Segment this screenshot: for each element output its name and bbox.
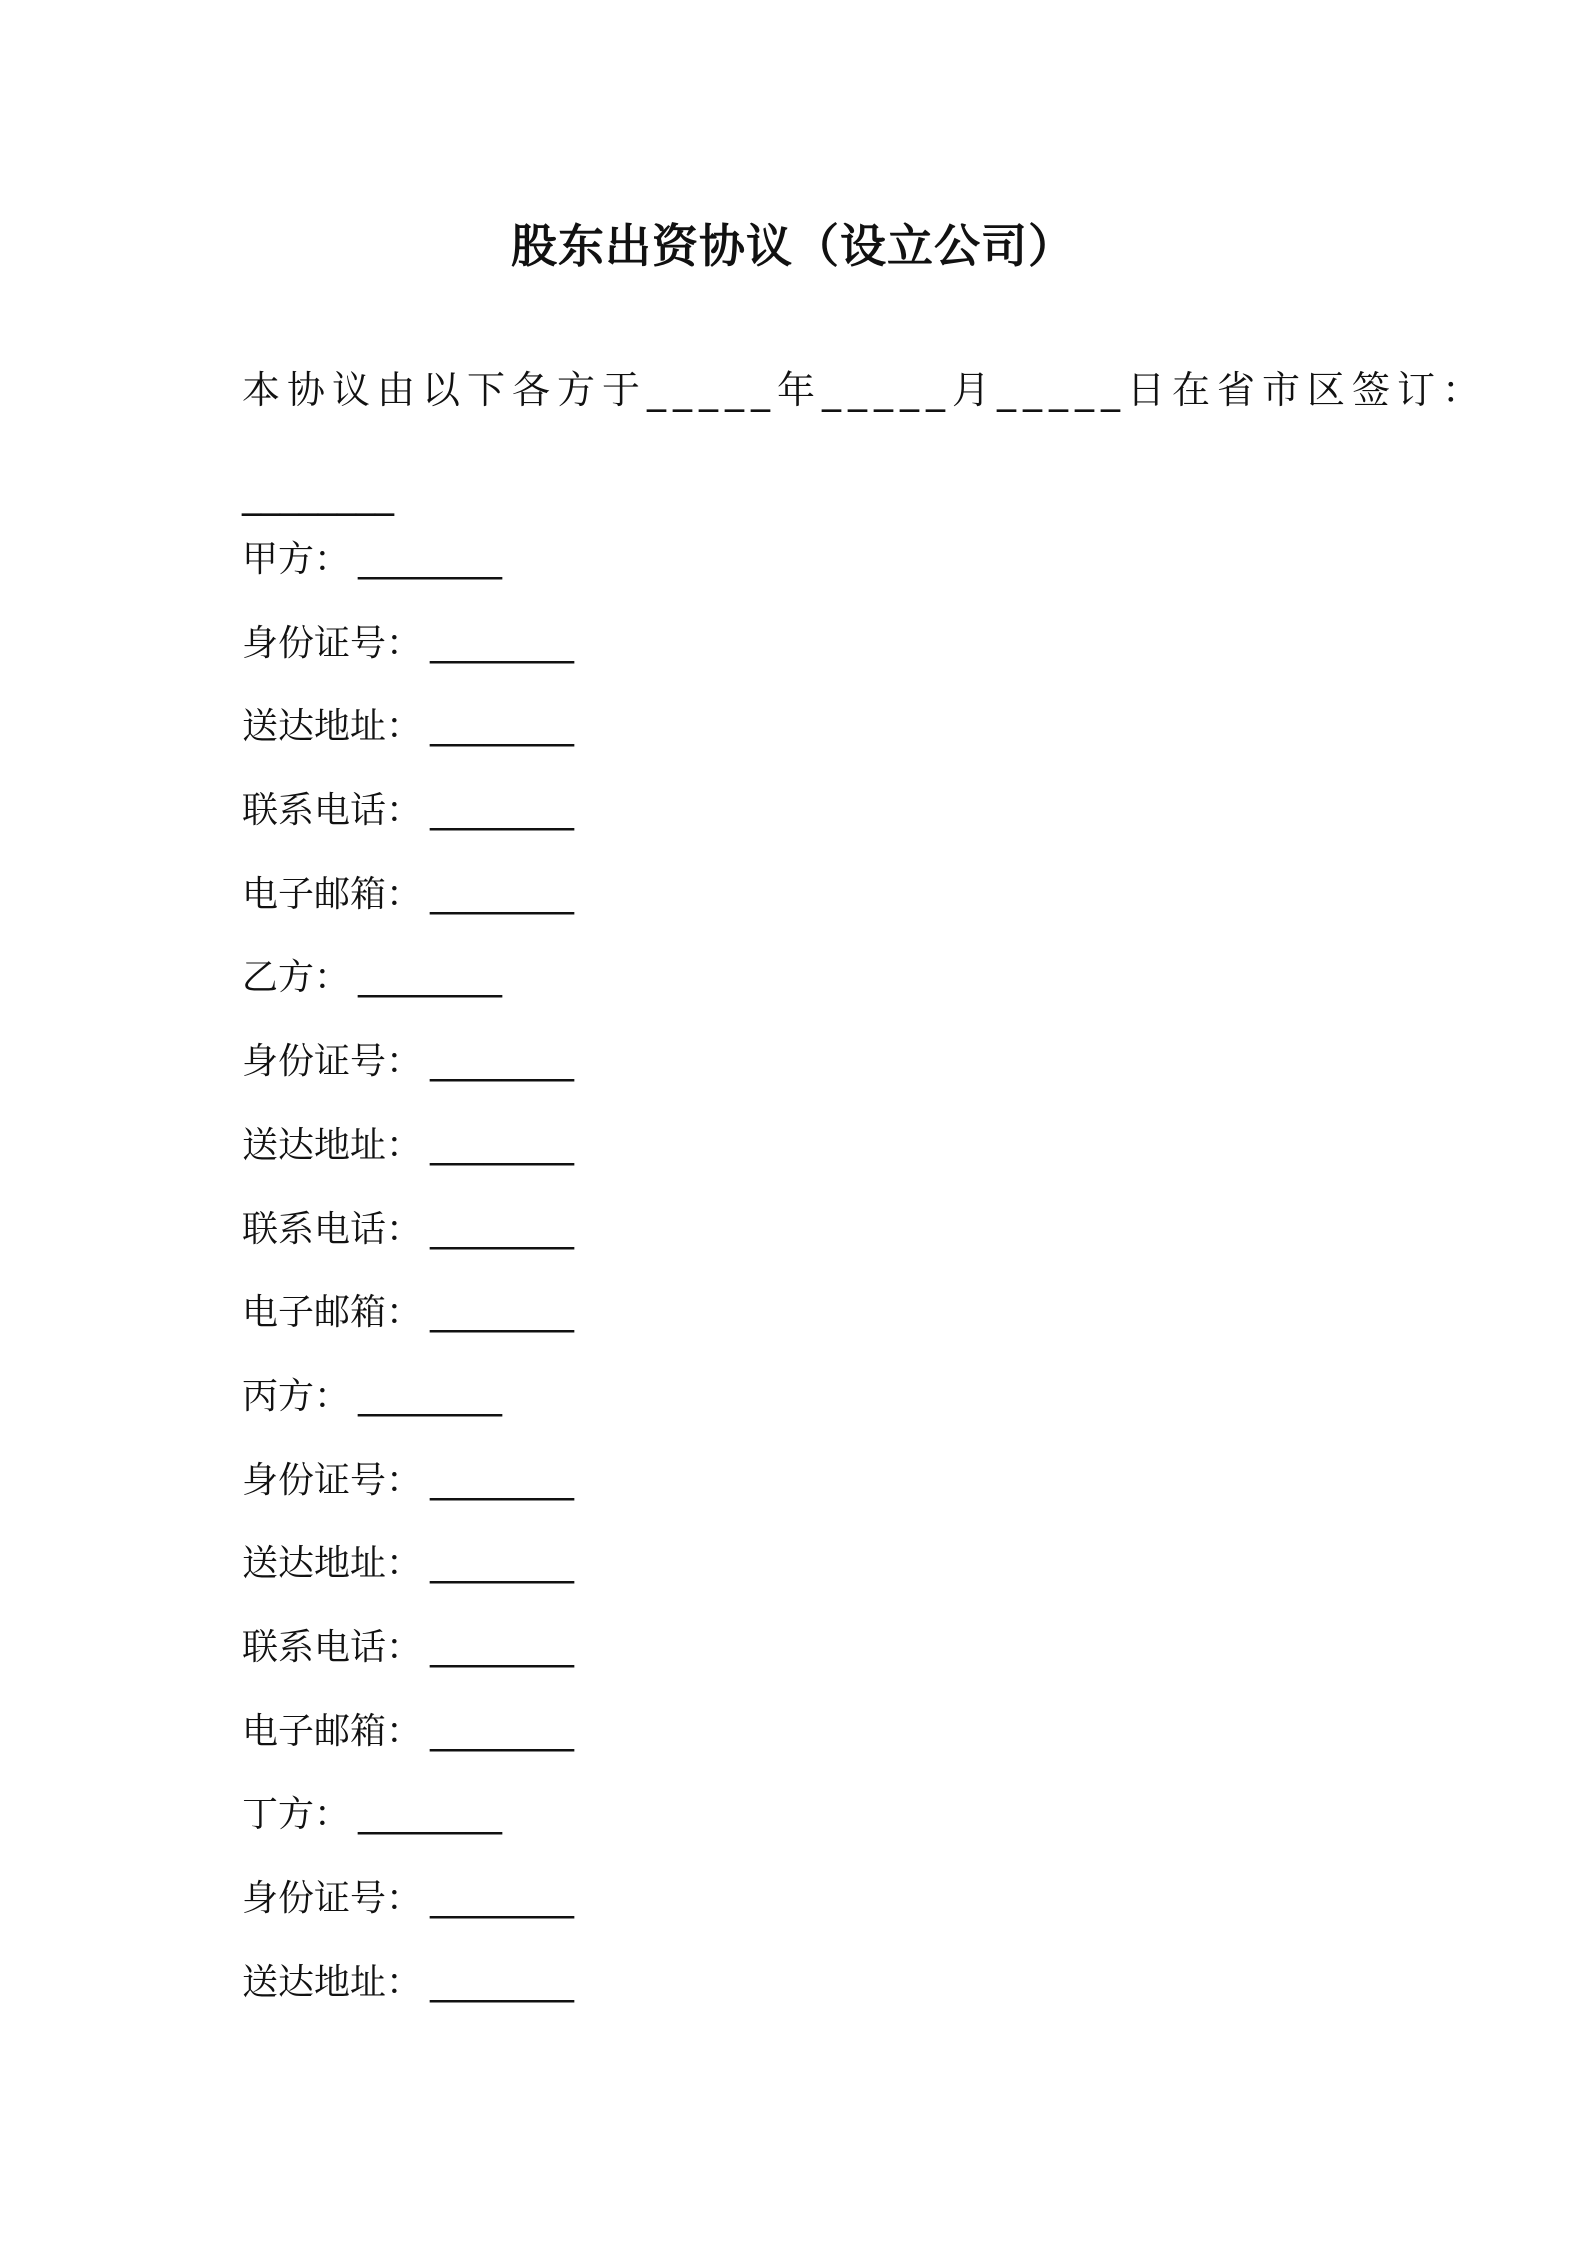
field-blank: ________: [430, 1626, 575, 1668]
field-party-c-address: [242, 1534, 574, 1618]
intro-sentence: 本协议由以下各方于_____年_____月_____日在省市区签订：: [242, 368, 1488, 412]
field-party-b: [242, 948, 574, 1032]
field-label: 身份证号：: [242, 1041, 423, 1083]
field-party-d-id-number: [242, 1869, 574, 1953]
field-party-a-email: [242, 865, 574, 949]
field-blank: ________: [430, 706, 575, 748]
field-blank: ________: [430, 1208, 575, 1250]
field-label: 联系电话：: [242, 790, 423, 832]
field-blank: ________: [430, 622, 575, 664]
field-label: 电子邮箱：: [242, 873, 423, 915]
field-blank: ________: [358, 957, 503, 999]
party-field-list: [242, 530, 574, 2036]
field-party-b-phone: [242, 1200, 574, 1284]
field-party-a-id-number: [242, 614, 574, 698]
document-title: 股东出资协议（设立公司）: [511, 219, 1075, 273]
field-label: 身份证号：: [242, 622, 423, 664]
field-blank: ________: [430, 1041, 575, 1083]
field-label: 送达地址：: [242, 1961, 423, 2003]
field-label: 联系电话：: [242, 1208, 423, 1250]
field-blank: ________: [430, 1961, 575, 2003]
field-label: 乙方：: [242, 957, 351, 999]
field-party-a-phone: [242, 781, 574, 865]
field-party-c: [242, 1367, 574, 1451]
field-label: 丁方：: [242, 1794, 351, 1836]
field-blank: ________: [430, 1543, 575, 1585]
field-label: 送达地址：: [242, 706, 423, 748]
field-label: 丙方：: [242, 1375, 351, 1417]
field-party-d: [242, 1785, 574, 1869]
field-label: 甲方：: [242, 539, 351, 580]
field-label: 电子邮箱：: [242, 1292, 423, 1334]
field-label: 身份证号：: [242, 1878, 423, 1919]
field-label: 送达地址：: [242, 1543, 423, 1585]
field-party-c-phone: [242, 1618, 574, 1702]
field-blank: ________: [430, 1292, 575, 1334]
field-party-c-id-number: [242, 1451, 574, 1535]
field-blank: ________: [430, 873, 575, 915]
field-blank: ________: [430, 1124, 575, 1166]
field-blank: ________: [430, 1878, 575, 1919]
field-label: 联系电话：: [242, 1626, 423, 1668]
field-party-b-address: [242, 1116, 574, 1200]
field-party-a-address: [242, 697, 574, 781]
field-party-b-id-number: [242, 1032, 574, 1116]
field-party-d-address: [242, 1953, 574, 2037]
field-label: 电子邮箱：: [242, 1710, 423, 1752]
field-blank: ________: [358, 1794, 503, 1836]
field-blank: ________: [430, 1710, 575, 1752]
field-party-b-email: [242, 1283, 574, 1367]
field-party-c-email: [242, 1702, 574, 1786]
field-blank: ________: [358, 1375, 503, 1417]
field-blank: ________: [430, 1459, 575, 1501]
field-blank: ________: [430, 790, 575, 832]
field-party-a: [242, 530, 574, 614]
field-label: 送达地址：: [242, 1124, 423, 1166]
field-blank: ________: [358, 539, 503, 580]
intro-blank-line: ________: [242, 472, 394, 516]
field-label: 身份证号：: [242, 1459, 423, 1501]
